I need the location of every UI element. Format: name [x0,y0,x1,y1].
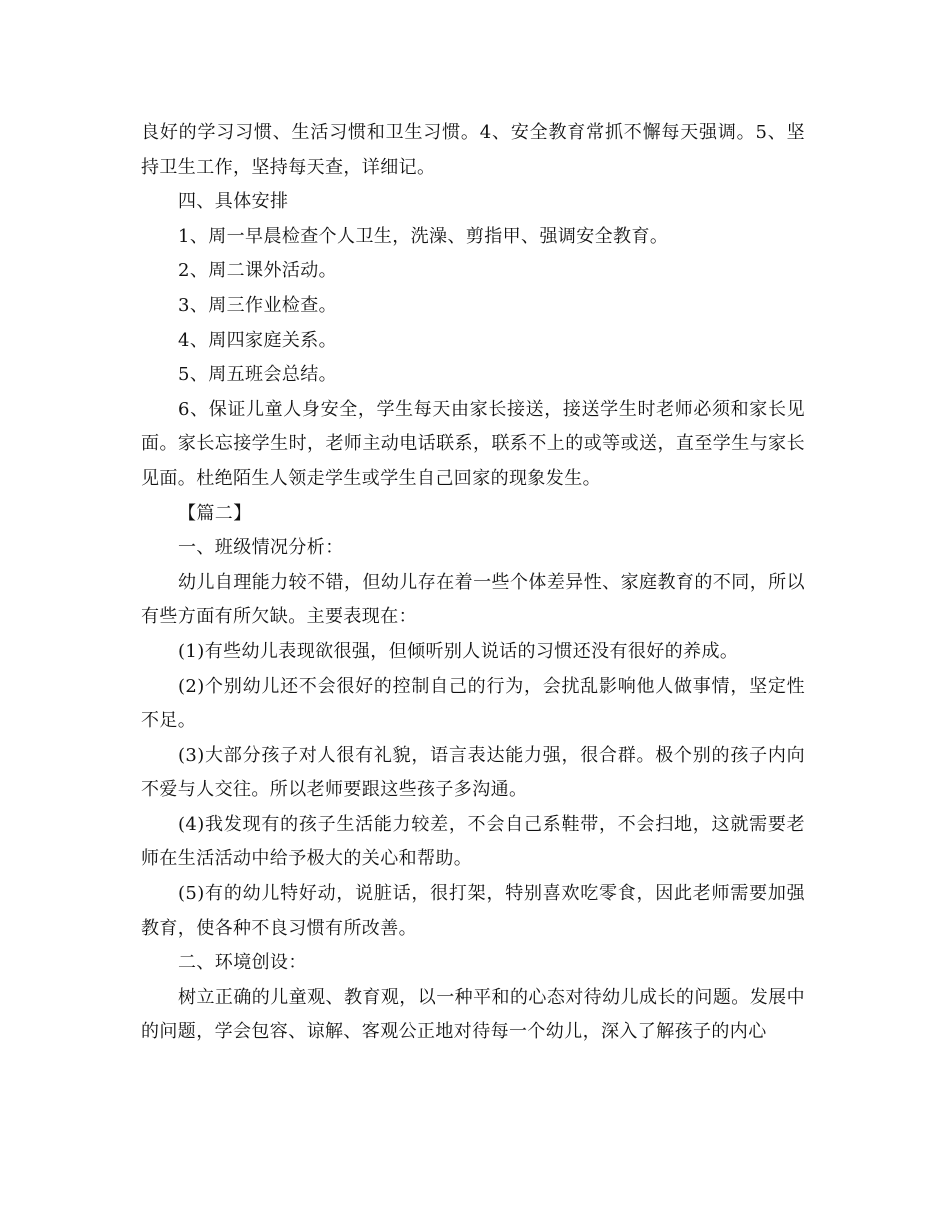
list-item-wednesday: 3、周三作业检查。 [178,294,338,316]
heading-class-analysis: 一、班级情况分析： [178,537,344,559]
list-item-point-4: (4)我发现有的孩子生活能力较差，不会自己系鞋带，不会扫地，这就需要老师在生活活动中给予极大的关心和帮助。 [141,813,805,870]
paragraph-habits-continuation: 良好的学习习惯、生活习惯和卫生习惯。4、安全教育常抓不懈每天强调。5、坚持卫生工作，坚持每天查，详细记。 [141,122,805,178]
list-item-point-5: (5)有的幼儿特好动，说脏话，很打架，特别喜欢吃零食，因此老师需要加强教育，使各种不良习惯有所改善。 [141,883,805,939]
heading-environment: 二、环境创设： [178,952,307,974]
list-item-point-3: (3)大部分孩子对人很有礼貌，语言表达能力强，很合群。极个别的孩子内向不爱与人交往。所以老师要跟这些孩子多沟通。 [141,744,805,801]
list-item-point-2: (2)个别幼儿还不会很好的控制自己的行为，会扰乱影响他人做事情，坚定性不足。 [141,675,805,732]
list-item-friday: 5、周五班会总结。 [178,364,338,386]
section-title-part-two: 【篇二】 [178,502,252,524]
heading-specific-arrangements: 四、具体安排 [178,191,289,213]
list-item-safety: 6、保证儿童人身安全，学生每天由家长接送，接送学生时老师必须和家长见面。家长忘接学生时，老师主动电话联系，联系不上的或等或送，直至学生与家长见面。杜绝陌生人领走学生或学生自己回家的现象发生。 [141,398,805,489]
list-item-tuesday: 2、周二课外活动。 [178,260,338,282]
paragraph-analysis-intro: 幼儿自理能力较不错，但幼儿存在着一些个体差异性、家庭教育的不同，所以有些方面有所欠缺。主要表现在： [141,571,805,628]
list-item-thursday: 4、周四家庭关系。 [178,329,338,351]
list-item-monday: 1、周一早晨检查个人卫生，洗澡、剪指甲、强调安全教育。 [178,225,669,247]
document-body [141,116,805,1050]
list-item-point-1: (1)有些幼儿表现欲很强，但倾听别人说话的习惯还没有很好的养成。 [178,640,739,662]
paragraph-environment: 树立正确的儿童观、教育观，以一种平和的心态对待幼儿成长的问题。发展中的问题，学会包容、谅解、客观公正地对待每一个幼儿，深入了解孩子的内心 [141,986,805,1043]
